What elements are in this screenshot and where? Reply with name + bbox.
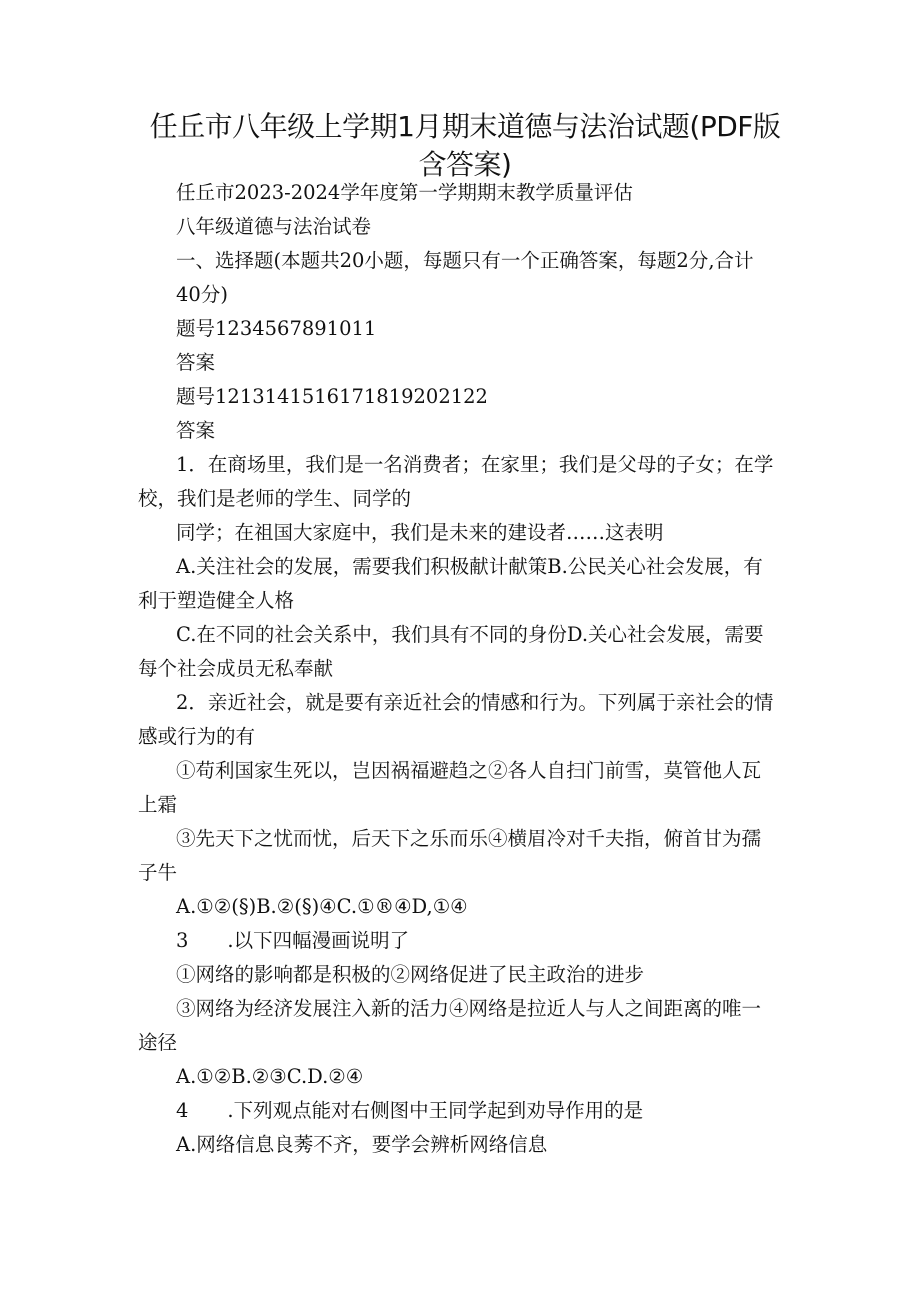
text-line: ③先天下之忧而忧，后天下之乐而乐④横眉冷对千夫指，俯首甘为孺 [176,827,762,850]
text-line: 上霜 [138,793,178,816]
text-line: ①苟利国家生死以，岂因祸福避趋之②各人自扫门前雪，莫管他人瓦 [176,759,762,782]
text-line: 同学；在祖国大家庭中，我们是未来的建设者……这表明 [176,521,664,544]
text-line: A.①②B.②③C.D.②④ [176,1065,364,1088]
text-line: 利于塑造健全人格 [138,589,295,612]
text-line: A.关注社会的发展，需要我们积极献计献策B.公民关心社会发展，有 [176,555,763,578]
text-line: 2．亲近社会，就是要有亲近社会的情感和行为。下列属于亲社会的情 [176,691,774,714]
text-line: 子牛 [138,861,178,884]
text-line: 八年级道德与法治试卷 [176,215,372,238]
text-line: ③网络为经济发展注入新的活力④网络是拉近人与人之间距离的唯一 [176,997,762,1020]
text-line: 一、选择题(本题共20小题，每题只有一个正确答案，每题2分,合计 [176,249,754,272]
text-line: 题号1213141516171819202122 [176,385,488,408]
text-line: 途径 [138,1031,178,1054]
document-body [138,176,788,1162]
document-title: 任丘市八年级上学期1月期末道德与法治试题(PDF版含答案) [149,110,781,181]
text-line: 40分) [176,283,228,306]
text-line: A.网络信息良莠不齐，要学会辨析网络信息 [176,1133,548,1156]
text-line: 任丘市2023-2024学年度第一学期期末教学质量评估 [176,181,633,204]
text-line: 感或行为的有 [138,725,256,748]
text-line: 答案 [176,351,216,374]
text-line: 校，我们是老师的学生、同学的 [138,487,412,510]
text-line: 4 .下列观点能对右侧图中王同学起到劝导作用的是 [176,1099,644,1122]
text-line: C.在不同的社会关系中，我们具有不同的身份D.关心社会发展，需要 [176,623,764,646]
text-line: 1．在商场里，我们是一名消费者；在家里；我们是父母的子女；在学 [176,453,774,476]
text-line: ①网络的影响都是积极的②网络促进了民主政治的进步 [176,963,645,986]
text-line: 答案 [176,419,216,442]
text-line: 3 .以下四幅漫画说明了 [176,929,410,952]
text-line: 题号1234567891011 [176,317,377,340]
text-line: A.①②(§)B.②(§)④C.①®④D,①④ [176,895,468,918]
text-line: 每个社会成员无私奉献 [138,657,334,680]
